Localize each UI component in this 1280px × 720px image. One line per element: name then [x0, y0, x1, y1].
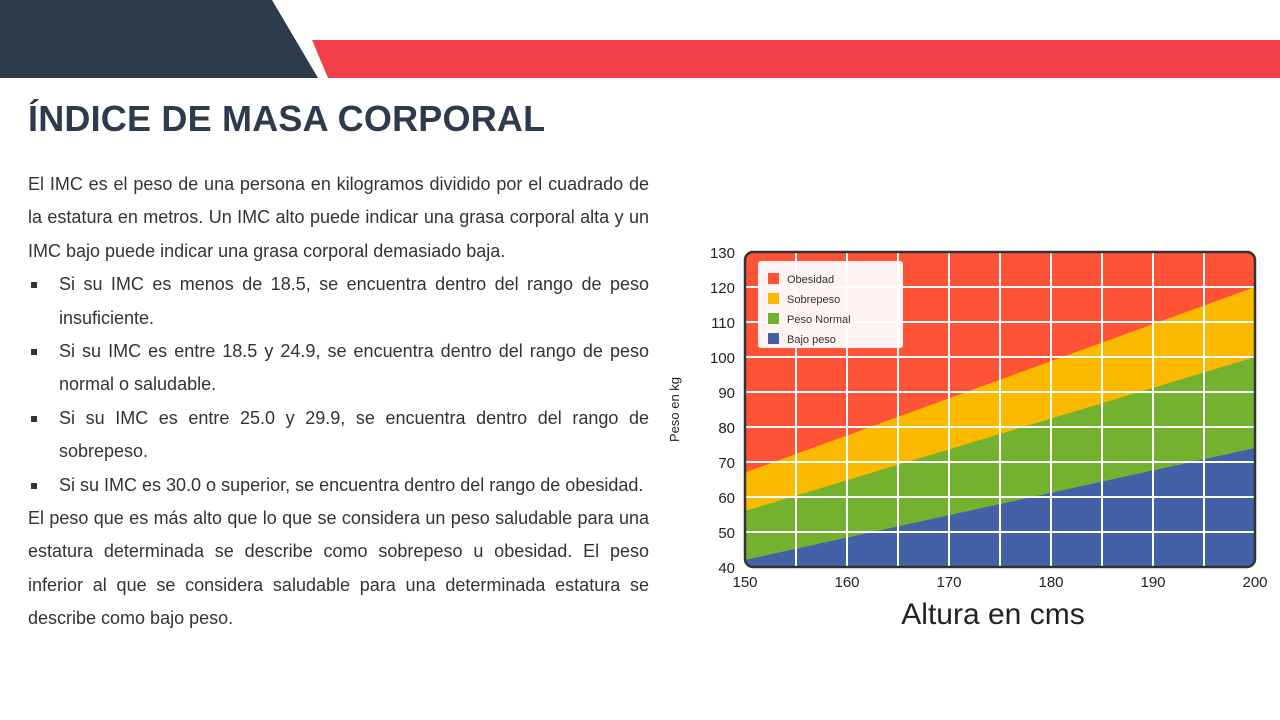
x-tick-label: 150	[732, 574, 758, 591]
legend-swatch	[768, 273, 779, 284]
header-red-stripe	[312, 40, 1280, 78]
legend-swatch	[768, 313, 779, 324]
y-tick-label: 50	[718, 525, 735, 542]
closing-paragraph: El peso que es más alto que lo que se considera un peso saludable para una estatura determinada se describe como sobrepeso u obesidad. El peso inferior al que se considera saludable para una determinada estatura se describe como bajo peso.	[28, 508, 649, 629]
y-axis-label: Peso en kg	[667, 376, 682, 443]
x-tick-label: 180	[1038, 574, 1064, 591]
y-tick-label: 90	[718, 385, 735, 402]
x-tick-label: 190	[1140, 574, 1166, 591]
y-tick-label: 100	[709, 350, 735, 367]
bullet-peso-normal: Si su IMC es entre 18.5 y 24.9, se encuentra dentro del rango de peso normal o saludable.	[28, 335, 649, 402]
y-tick-label: 80	[718, 420, 735, 437]
x-tick-label: 200	[1242, 574, 1268, 591]
y-tick-label: 120	[709, 280, 735, 297]
x-axis-label: Altura en cms	[901, 598, 1085, 631]
slide-title: ÍNDICE DE MASA CORPORAL	[28, 98, 546, 139]
bullet-bajo-peso: Si su IMC es menos de 18.5, se encuentra dentro del rango de peso insuficiente.	[28, 268, 649, 335]
y-tick-label: 110	[711, 315, 735, 332]
bmi-range-list	[28, 268, 649, 502]
legend-swatch	[768, 293, 779, 304]
legend-swatch	[768, 333, 779, 344]
y-tick-label: 60	[718, 490, 735, 507]
legend-label: Sobrepeso	[787, 294, 841, 306]
intro-paragraph: El IMC es el peso de una persona en kilogramos dividido por el cuadrado de la estatura en metros. Un IMC alto puede indicar una grasa corporal alta y un IMC bajo puede indicar una grasa corporal demasiado baja.	[28, 174, 649, 261]
y-tick-label: 70	[718, 455, 735, 472]
x-tick-label: 160	[834, 574, 860, 591]
bullet-sobrepeso: Si su IMC es entre 25.0 y 29.9, se encuentra dentro del rango de sobrepeso.	[28, 402, 649, 469]
legend-label: Peso Normal	[787, 314, 851, 326]
bmi-chart	[660, 235, 1275, 635]
bullet-obesidad: Si su IMC es 30.0 o superior, se encuentra dentro del rango de obesidad.	[28, 469, 649, 502]
legend-label: Bajo peso	[787, 334, 836, 346]
y-tick-label: 40	[718, 560, 735, 577]
slide-body	[28, 168, 649, 636]
header-dark-shape	[0, 0, 318, 78]
legend-label: Obesidad	[787, 274, 835, 286]
x-tick-label: 170	[936, 574, 962, 591]
y-tick-label: 130	[709, 245, 735, 262]
